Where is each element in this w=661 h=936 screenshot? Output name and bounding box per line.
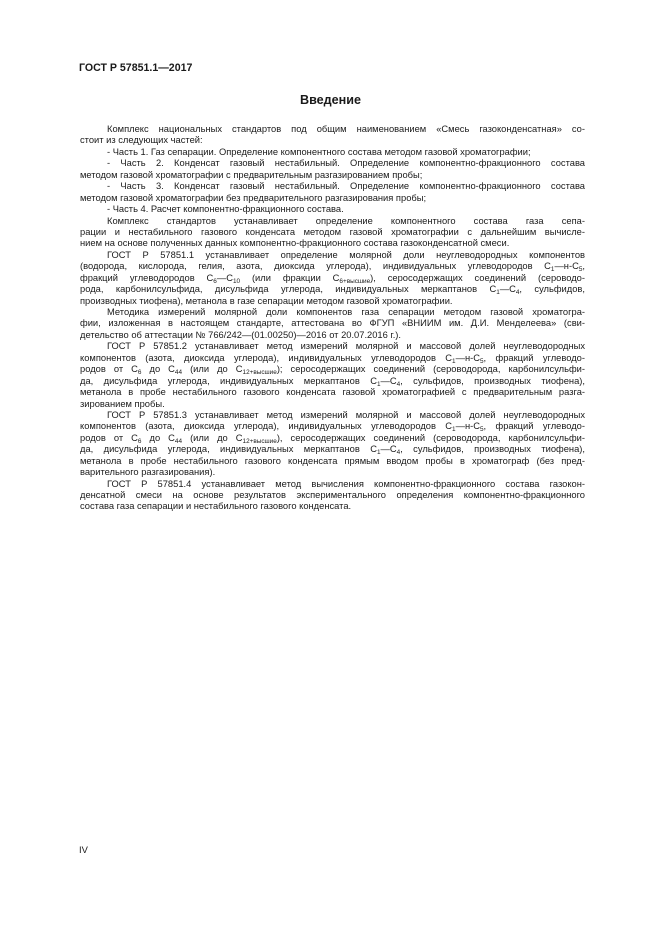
subscript: 1 [376, 449, 381, 457]
text-line [80, 501, 585, 512]
text-line [80, 421, 585, 432]
page-number: IV [79, 844, 88, 855]
text-segment: родов от С [80, 364, 138, 375]
document-body [80, 124, 585, 513]
subscript: 12+высшие [242, 369, 277, 377]
text-segment: Методика измерений молярной доли компонентов газа сепарации методом газовой хроматогра- [107, 307, 585, 317]
text-line [80, 261, 585, 272]
text-segment: —н-С [455, 352, 480, 363]
text-line [80, 135, 585, 146]
text-segment: варительного разгазирования). [80, 467, 216, 478]
text-segment: метанола в пробе нестабильного газового конденсата прямым вводом пробы в хроматограф (без пред- [80, 455, 585, 466]
subscript: 6 [213, 277, 217, 285]
text-segment: да, дисульфида углерода, индивидуальных меркаптанов С [80, 444, 377, 455]
text-segment: (или до С [182, 432, 243, 443]
text-segment: да, дисульфида углерода, индивидуальных меркаптанов С [80, 375, 377, 386]
text-line [80, 444, 585, 455]
subscript: 1 [376, 380, 381, 388]
text-line [80, 479, 585, 490]
text-segment: нием на основе полученных данных компонентно-фракционного состава газоконденсатной смеси. [80, 238, 510, 249]
text-line [80, 216, 585, 227]
text-segment: (или фракции С [240, 272, 340, 283]
subscript: 4 [515, 289, 520, 297]
text-line [80, 238, 585, 249]
text-line [80, 204, 585, 215]
text-segment: компонентов (азота, диоксида углерода), индивидуальных углеводородов С [80, 421, 453, 432]
text-segment: , фракций углеводо- [483, 421, 585, 432]
subscript: 5 [479, 426, 484, 434]
subscript: 1 [452, 357, 456, 365]
section-title: Введение [299, 93, 362, 107]
subscript: 44 [174, 369, 183, 377]
text-segment: - Часть 3. Конденсат газовый нестабильный. Определение компонентно-фракционного состава [107, 181, 585, 192]
text-segment: методом газовой хроматографии с предварительным разгазированием пробы; [80, 169, 423, 180]
text-segment: рода, карбонилсульфида, дисульфида углерода, индивидуальных меркаптанов С [80, 284, 497, 295]
text-segment: —С [499, 284, 516, 295]
text-line [80, 490, 585, 501]
subscript: 5 [578, 266, 583, 274]
text-segment: - Часть 1. Газ сепарации. Определение компонентного состава методом газовой хроматографии; [107, 146, 531, 157]
text-segment: , [582, 261, 585, 272]
text-line [80, 181, 585, 192]
text-segment: - Часть 4. Расчет компонентно-фракционного состава. [107, 204, 344, 215]
subscript: 44 [174, 437, 183, 445]
text-segment: детельство об аттестации № 766/242—(01.00250)—2016 от 20.07.2016 г.). [80, 329, 401, 340]
text-line [80, 364, 585, 375]
text-segment: фии, изложенная в настоящем стандарте, аттестована во ФГУП «ВНИИМ им. Д.И. Менделеева» (сви- [80, 318, 585, 329]
text-segment: , сульфидов, производных тиофена), [400, 375, 585, 386]
text-line [80, 170, 585, 181]
text-segment: —С [216, 272, 233, 283]
text-line [80, 410, 585, 421]
text-segment: рации и нестабильного газового конденсата методом газовой хроматографии с дальнейшим вычисле- [80, 226, 585, 237]
text-line [80, 250, 585, 261]
text-segment: , сульфидов, [519, 284, 585, 295]
document-header: ГОСТ Р 57851.1—2017 [79, 62, 193, 74]
text-segment: ), серосодержащих соединений (сероводо- [370, 272, 585, 283]
text-segment: —С [380, 444, 397, 455]
text-segment: ), серосодержащих соединений (сероводорода, карбонилсульфи- [276, 432, 585, 443]
text-segment: состава газа сепарации и нестабильного газового конденсата. [80, 501, 352, 512]
text-segment: методом газовой хроматографии без предварительного разгазирования пробы; [80, 192, 427, 203]
text-line [80, 387, 585, 398]
text-segment: (или до С [182, 364, 243, 375]
text-segment: производных тиофена), метанола в газе сепарации методом газовой хроматографии. [80, 295, 453, 306]
text-line [80, 353, 585, 364]
subscript: 6 [137, 369, 142, 377]
text-line [80, 467, 585, 478]
text-segment: денсатной смеси на основе результатов экспериментального определения компонентно-фракционного [80, 490, 585, 500]
text-segment: ); серосодержащих соединений (сероводорода, карбонилсульфи- [276, 364, 585, 375]
text-line [80, 296, 585, 307]
text-segment: ГОСТ Р 57851.3 устанавливает метод измерений молярной и массовой долей неуглеводородных [107, 409, 585, 420]
text-segment: , сульфидов, производных тиофена), [400, 444, 585, 455]
text-segment: Комплекс стандартов устанавливает определение компонентного состава газа сепа- [107, 215, 585, 226]
text-segment: (водорода, кислорода, гелия, азота, диоксида углерода), индивидуальных углеводородов С [80, 261, 551, 272]
text-line [80, 341, 585, 352]
text-line [80, 273, 585, 284]
text-segment: фракций углеводородов С [80, 272, 214, 283]
text-line [80, 158, 585, 169]
text-segment: ГОСТ Р 57851.2 устанавливает метод измерений молярной и массовой долей неуглеводородных [107, 341, 585, 352]
subscript: 6+высшие [339, 277, 371, 285]
subscript: 12+высшие [242, 437, 277, 445]
text-line [80, 307, 585, 318]
text-line [80, 376, 585, 387]
text-line [80, 124, 585, 135]
subscript: 5 [479, 357, 484, 365]
subscript: 4 [396, 449, 401, 457]
text-line [80, 330, 585, 341]
text-segment: Комплекс национальных стандартов под общим наименованием «Смесь газоконденсатная» со- [107, 124, 585, 134]
text-segment: компонентов (азота, диоксида углерода), индивидуальных углеводородов С [80, 352, 453, 363]
text-segment: стоит из следующих частей: [80, 135, 203, 146]
text-segment: родов от С [80, 432, 138, 443]
subscript: 10 [232, 277, 241, 285]
subscript: 1 [496, 289, 500, 297]
text-segment: ГОСТ Р 57851.1 устанавливает определение молярной доли неуглеводородных компонентов [107, 249, 585, 260]
text-segment: —н-С [554, 261, 579, 272]
text-line [80, 284, 585, 295]
text-line [80, 399, 585, 410]
text-segment: —С [380, 375, 397, 386]
text-line [80, 433, 585, 444]
subscript: 1 [550, 266, 555, 274]
subscript: 6 [137, 437, 142, 445]
text-segment: зированием пробы. [80, 398, 165, 409]
text-line [80, 193, 585, 204]
text-line [80, 147, 585, 158]
text-segment: - Часть 2. Конденсат газовый нестабильный. Определение компонентно-фракционного состава [107, 158, 585, 169]
text-line [80, 456, 585, 467]
text-line [80, 318, 585, 329]
subscript: 4 [396, 380, 401, 388]
text-segment: метанола в пробе нестабильного газового конденсата газовой хроматографией с предварительным разга- [80, 387, 585, 398]
text-segment: , фракций углеводо- [483, 352, 585, 363]
text-segment: до С [141, 432, 175, 443]
text-segment: —н-С [455, 421, 480, 432]
text-segment: до С [141, 364, 175, 375]
text-line [80, 227, 585, 238]
subscript: 1 [452, 426, 456, 434]
text-segment: ГОСТ Р 57851.4 устанавливает метод вычисления компонентно-фракционного состава газокон- [107, 478, 585, 489]
